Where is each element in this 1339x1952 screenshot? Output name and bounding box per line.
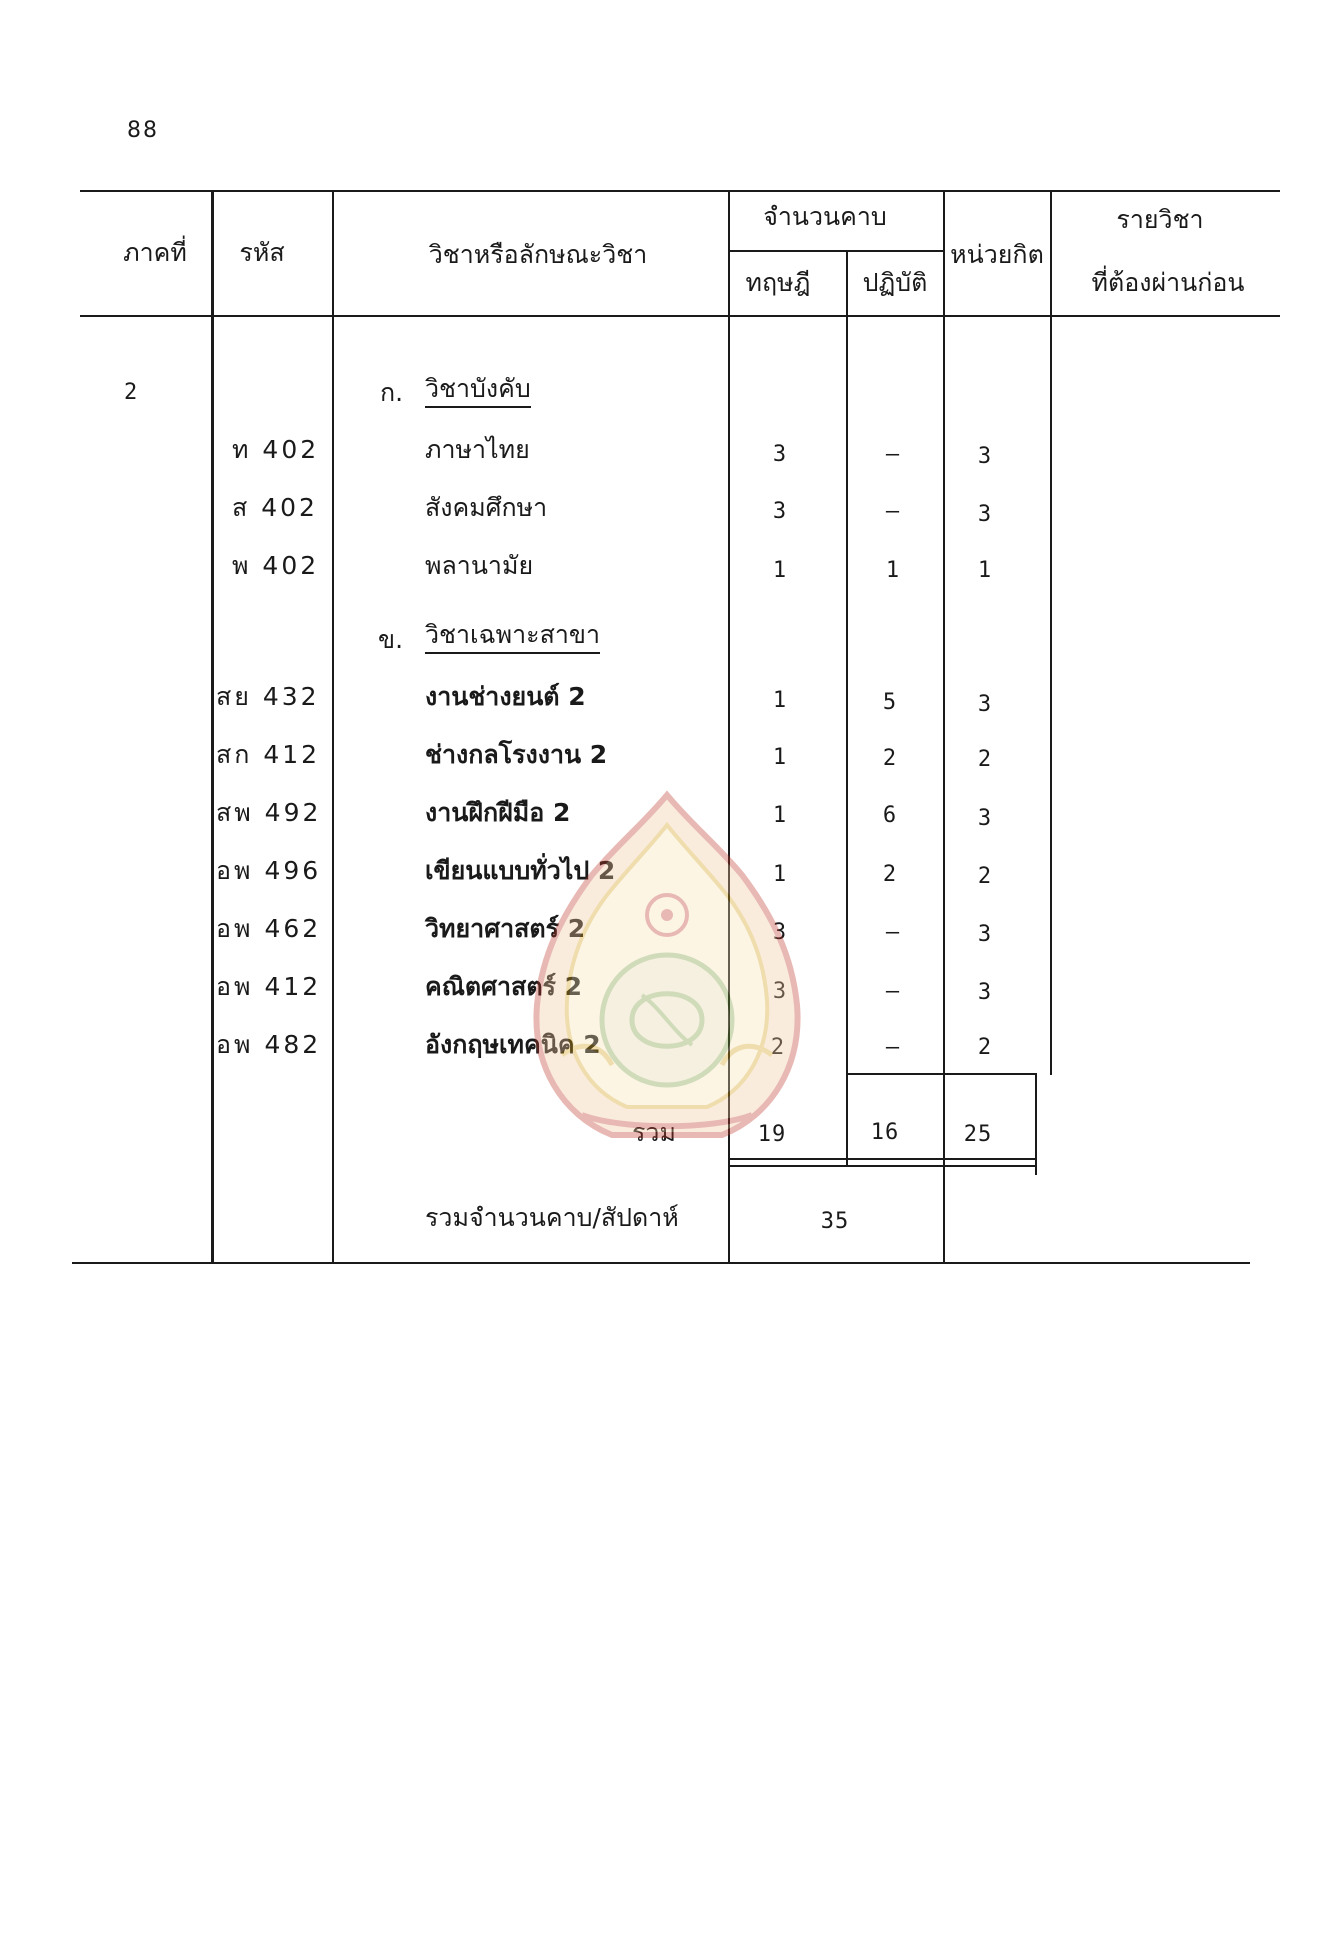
col-divider-practice [943,190,945,1264]
header-periods: จำนวนคาบ [763,202,887,231]
row-code: ส 402 [232,493,318,522]
row-practice: – [885,920,901,945]
row-practice: 6 [882,803,898,828]
row-theory: 3 [772,979,788,1004]
row-subject-name: งานฝึกฝีมือ 2 [425,798,571,827]
col-divider-subject [728,190,730,1264]
row-theory: 2 [770,1035,786,1060]
col-divider-theory [846,250,848,1165]
row-subject-name: คณิตศาสตร์ 2 [425,972,583,1001]
row-subject-name: เขียนแบบทั่วไป 2 [425,856,616,885]
total-practice: 16 [870,1120,900,1145]
row-credits: 3 [977,692,993,717]
row-practice: – [885,442,901,467]
row-practice: 2 [882,746,898,771]
row-code: ท 402 [232,435,320,464]
col-divider-semester [211,190,214,1264]
row-credits: 2 [977,864,993,889]
row-code: อพ 412 [216,972,322,1001]
row-credits: 3 [977,444,993,469]
total-theory: 19 [757,1122,787,1147]
row-theory: 1 [772,688,788,713]
total-double-rule-1 [728,1158,1036,1160]
row-code: พ 402 [232,551,320,580]
row-theory: 3 [772,499,788,524]
row-practice: 2 [882,862,898,887]
header-practice: ปฏิบัติ [862,268,928,297]
header-credits: หน่วยกิต [950,240,1044,269]
row-credits: 2 [977,747,993,772]
row-practice: 1 [885,558,901,583]
row-code: สย 432 [216,682,320,711]
col-divider-code [332,190,334,1264]
header-subject: วิชาหรือลักษณะวิชา [428,240,648,269]
row-subject-name: ช่างกลโรงงาน 2 [425,740,608,769]
row-practice: 5 [882,690,898,715]
row-practice: – [885,979,901,1004]
watermark-seal-icon [522,785,812,1145]
row-code: สก 412 [216,740,321,769]
row-subject-name: วิทยาศาสตร์ 2 [425,914,586,943]
header-code: รหัส [239,238,285,267]
row-code: อพ 462 [216,914,322,943]
row-credits: 3 [977,806,993,831]
row-subject-name: งานช่างยนต์ 2 [425,682,586,711]
row-code: อพ 496 [216,856,322,885]
section-b-title: วิชาเฉพาะสาขา [425,620,600,654]
row-theory: 3 [772,442,788,467]
row-practice: – [885,1035,901,1060]
header-bottom-rule [80,315,1280,317]
row-credits: 3 [977,502,993,527]
total-credits: 25 [963,1122,993,1147]
row-theory: 1 [772,803,788,828]
row-subject-name: อังกฤษเทคนิค 2 [425,1030,601,1059]
row-subject-name: ภาษาไทย [425,435,530,464]
weekly-total-label: รวมจำนวนคาบ/สัปดาห์ [425,1203,679,1232]
section-a-title: วิชาบังคับ [425,374,531,408]
row-theory: 1 [772,558,788,583]
periods-subheader-rule [728,250,943,252]
total-label: รวม [632,1118,676,1147]
table-top-rule [80,190,1280,192]
row-code: สพ 492 [216,798,322,827]
section-a-label: ก. [380,378,404,407]
header-semester: ภาคที่ [123,238,187,267]
header-prereq-line1: รายวิชา [1116,205,1204,234]
header-prereq-line2: ที่ต้องผ่านก่อน [1091,268,1245,297]
row-credits: 1 [977,558,993,583]
table-bottom-rule [72,1262,1250,1264]
row-practice: – [885,499,901,524]
row-credits: 3 [977,922,993,947]
row-credits: 2 [977,1035,993,1060]
row-theory: 1 [772,745,788,770]
page-number: 88 [127,118,159,143]
header-theory: ทฤษฎี [745,268,811,297]
row-credits: 3 [977,980,993,1005]
row-subject-name: สังคมศึกษา [425,493,548,522]
section-b-label: ข. [378,625,404,654]
total-top-rule [846,1073,1036,1075]
row-subject-name: พลานามัย [425,551,534,580]
col-divider-credits [1050,190,1052,1075]
row-theory: 3 [772,920,788,945]
semester-value: 2 [124,380,139,405]
total-double-rule-2 [728,1165,1036,1167]
row-theory: 1 [772,862,788,887]
row-code: อพ 482 [216,1030,322,1059]
weekly-total-value: 35 [820,1209,850,1234]
